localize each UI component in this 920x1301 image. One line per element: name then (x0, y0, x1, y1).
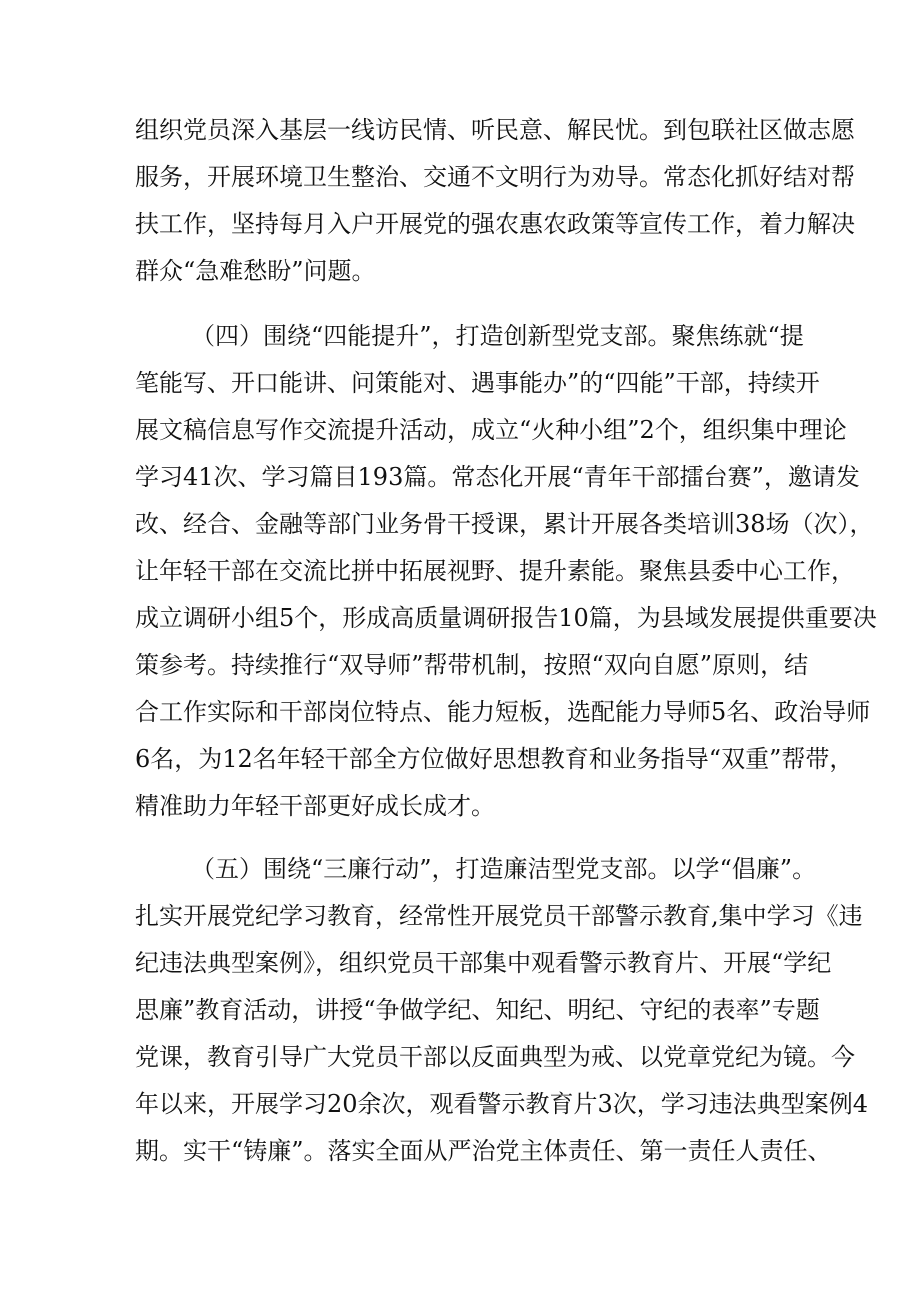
text-line: 改、经合、金融等部门业务骨干授课，累计开展各类培训38场（次）， (135, 510, 874, 538)
text-line: 6名，为12名年轻干部全方位做好思想教育和业务指导“双重”帮带， (135, 745, 854, 773)
text-line: 年以来，开展学习20余次，观看警示教育片3次，学习违法典型案例4 (135, 1090, 869, 1118)
text-line: 党课，教育引导广大党员干部以反面典型为戒、以党章党纪为镜。今 (135, 1043, 855, 1071)
text-line: 扶工作，坚持每月入户开展党的强农惠农政策等宣传工作，着力解决 (135, 210, 855, 238)
text-line: 成立调研小组5个，形成高质量调研报告10篇，为县域发展提供重要决 (135, 604, 877, 632)
text-line: 思廉”教育活动，讲授“争做学纪、知纪、明纪、守纪的表率”专题 (135, 996, 820, 1024)
text-line: 合工作实际和干部岗位特点、能力短板，选配能力导师5名、政治导师 (135, 698, 871, 726)
text-line: 组织党员深入基层一线访民情、听民意、解民忧。到包联社区做志愿 (135, 116, 855, 144)
paragraph-three-integrity (135, 846, 869, 1175)
paragraph-community-service (135, 107, 855, 295)
paragraph-heading-line: （五）围绕“三廉行动”，打造廉洁型党支部。以学“倡廉”。 (191, 855, 817, 883)
paragraph-four-abilities (135, 313, 877, 830)
text-line: 策参考。持续推行“双导师”帮带机制，按照“双向自愿”原则，结 (135, 651, 809, 679)
text-line: 精准助力年轻干部更好成长成才。 (135, 792, 495, 820)
text-line: 纪违法典型案例》，组织党员干部集中观看警示教育片、开展“学纪 (135, 949, 832, 977)
paragraph-heading-line: （四）围绕“四能提升”，打造创新型党支部。聚焦练就“提 (191, 322, 804, 350)
text-line: 期。实干“铸廉”。落实全面从严治党主体责任、第一责任人责任、 (135, 1137, 832, 1165)
text-line: 学习41次、学习篇目193篇。常态化开展“青年干部擂台赛”，邀请发 (135, 463, 860, 491)
text-line: 服务，开展环境卫生整治、交通不文明行为劝导。常态化抓好结对帮 (135, 163, 855, 191)
text-line: 群众“急难愁盼”问题。 (135, 257, 376, 285)
text-line: 笔能写、开口能讲、问策能对、遇事能办”的“四能”干部，持续开 (135, 369, 820, 397)
text-line: 展文稿信息写作交流提升活动，成立“火种小组”2个，组织集中理论 (135, 416, 847, 444)
text-line: 扎实开展党纪学习教育，经常性开展党员干部警示教育,集中学习《违 (135, 902, 863, 930)
text-line: 让年轻干部在交流比拼中拓展视野、提升素能。聚焦县委中心工作， (135, 557, 855, 585)
